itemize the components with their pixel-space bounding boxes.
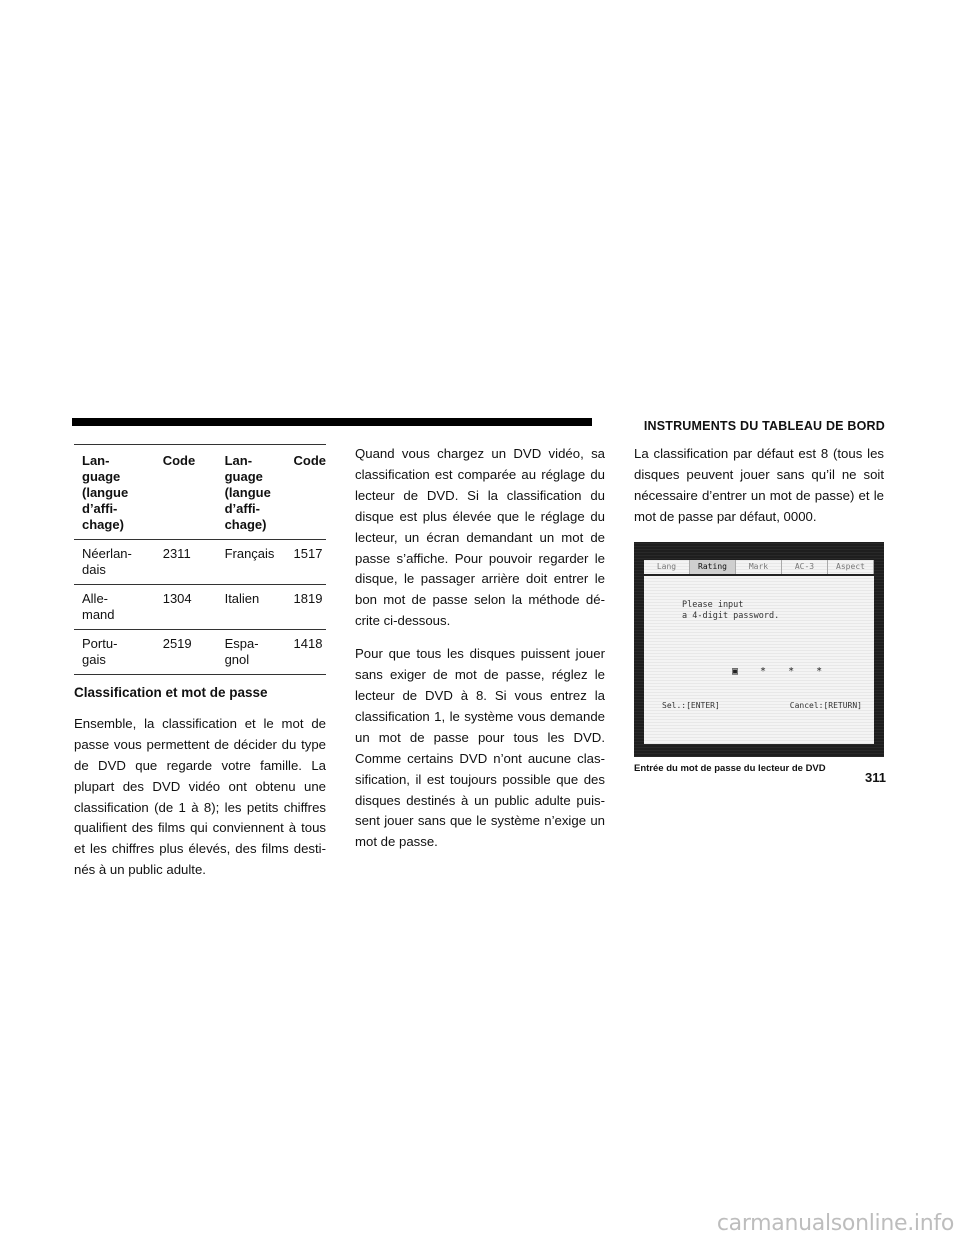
figure-caption: Entrée du mot de passe du lecteur de DVD xyxy=(634,762,826,774)
section-heading: Classification et mot de passe xyxy=(74,685,268,700)
header-rule xyxy=(72,418,592,426)
table-cell: 2519 xyxy=(162,636,192,651)
table-cell: 2311 xyxy=(162,546,191,561)
dvd-screen xyxy=(644,560,874,744)
table-header-row xyxy=(74,445,326,540)
table-cell: Espa- gnol xyxy=(224,636,259,667)
column-1 xyxy=(74,444,326,893)
table-cell: 1517 xyxy=(293,546,323,561)
password-prompt: Please input a 4-digit password. xyxy=(682,599,780,621)
table-header-code-2: Code xyxy=(293,453,326,468)
table-cell: Alle- mand xyxy=(82,591,115,622)
table-cell: Néerlan- dais xyxy=(82,546,132,577)
table-cell: 1418 xyxy=(293,636,323,651)
select-hint: Sel.:[ENTER] xyxy=(662,700,720,710)
password-digits: ▣ * * * xyxy=(732,665,831,677)
table-row xyxy=(74,540,326,585)
table-cell: Italien xyxy=(224,591,260,606)
table-header-code-1: Code xyxy=(162,453,196,468)
table-header-language-1: Lan- guage (langue d’affi- chage) xyxy=(82,453,129,532)
table-cell: 1304 xyxy=(162,591,192,606)
watermark: carmanualsonline.info xyxy=(716,1211,954,1236)
dvd-tab-ac3: AC-3 xyxy=(782,560,828,574)
column-3 xyxy=(634,444,884,775)
dvd-tab-aspect: Aspect xyxy=(828,560,874,574)
body-paragraph: Ensemble, la classification et le mot de passe vous permettent de décider du type de DVD que regarde votre famille. La plupart des DVD vidéo ont obtenu une classification (de 1 à 8); les petits chiffres qualifient des films qui conviennent à tous et les chiffres plus élevés, des films destinés à un public adulte. xyxy=(74,715,326,878)
table-row xyxy=(74,585,326,630)
column-2 xyxy=(355,444,605,865)
body-paragraph: Quand vous chargez un DVD vidéo, sa classification est comparée au réglage du lecteur de DVD. Si la classification du disque est plus élevée que le réglage du lecteur, un écran demandant un mot de passe s’affiche. Pour pouvoir regarder le disque, le passager arrière doit entrer le bon mot de passe selon la méthode décrite ci-dessous. xyxy=(355,446,605,629)
table-cell: 1819 xyxy=(293,591,323,606)
running-header: INSTRUMENTS DU TABLEAU DE BORD xyxy=(643,419,885,433)
page-number: 311 xyxy=(865,770,886,785)
cancel-hint: Cancel:[RETURN] xyxy=(789,700,862,710)
body-paragraph: Pour que tous les disques puissent jouer sans exiger de mot de passe, réglez le lecteur de DVD à 8. Si vous entrez la classification 1, le système vous demande un mot de passe pour tous les DVD. Comme certains DVD n’ont aucune classification, il est toujours possible que des disques destinés à un public adulte puissent jouer sans que le système n’exige un mot de passe. xyxy=(355,646,605,850)
table-cell: Français xyxy=(224,546,275,561)
dvd-tab-lang: Lang xyxy=(644,560,690,574)
dvd-password-screen-figure xyxy=(634,542,884,757)
table-row xyxy=(74,630,326,675)
table-header-language-2: Lan- guage (langue d’affi- chage) xyxy=(224,453,271,532)
language-code-table xyxy=(74,444,326,675)
dvd-menu-tabs xyxy=(644,560,874,576)
body-paragraph: La classification par défaut est 8 (tous les disques peuvent jouer sans qu’il ne soit nécessaire d’entrer un mot de passe) et le mot de passe par défaut, 0000. xyxy=(634,446,884,524)
dvd-tab-rating: Rating xyxy=(690,560,736,574)
table-cell: Portu- gais xyxy=(82,636,118,667)
dvd-tab-mark: Mark xyxy=(736,560,782,574)
